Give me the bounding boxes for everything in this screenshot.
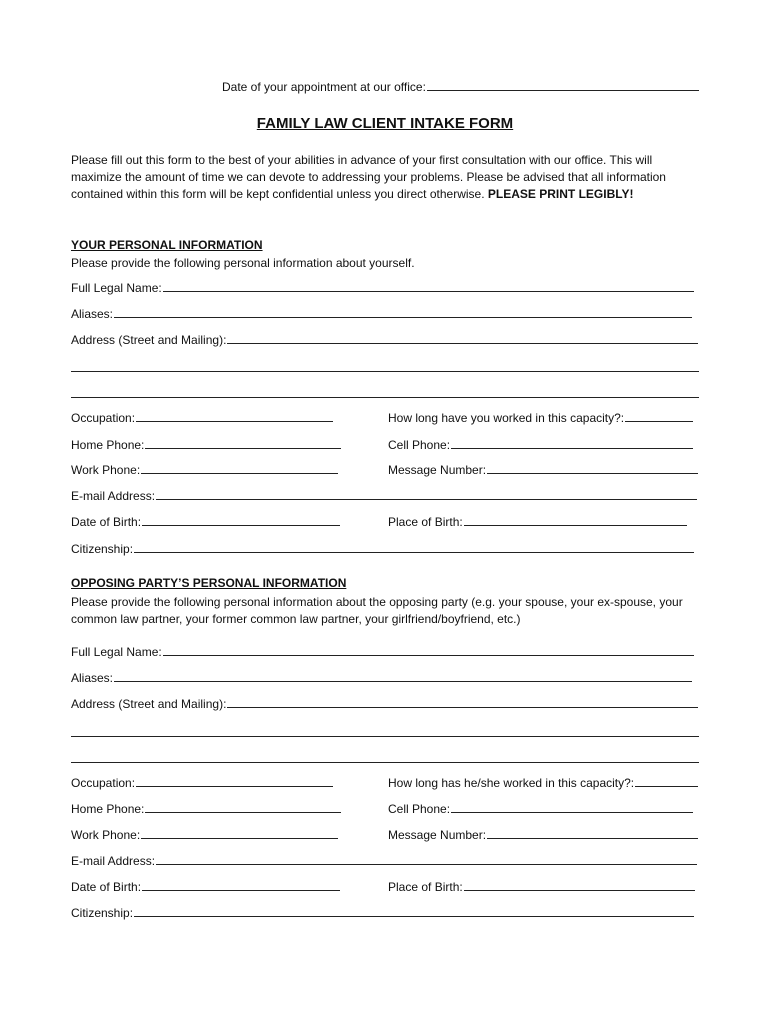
personal-dob-line[interactable] — [142, 524, 340, 526]
opposing-address-field[interactable] — [71, 697, 698, 711]
opposing-work-phone-field[interactable] — [71, 828, 338, 842]
personal-how-long-label: How long have you worked in this capacity?: — [388, 411, 625, 425]
personal-cell-phone-label: Cell Phone: — [388, 438, 451, 452]
appointment-date-line[interactable] — [427, 89, 699, 91]
personal-section-subtext: Please provide the following personal information about yourself. — [71, 256, 415, 270]
opposing-home-phone-field[interactable] — [71, 802, 341, 816]
opposing-email-field[interactable] — [71, 854, 697, 868]
personal-address-line[interactable] — [227, 342, 698, 344]
personal-address-line-3[interactable] — [71, 397, 699, 398]
personal-cell-phone-line[interactable] — [451, 447, 693, 449]
personal-citizenship-field[interactable] — [71, 542, 694, 556]
personal-pob-field[interactable] — [388, 515, 687, 529]
personal-email-line[interactable] — [156, 498, 697, 500]
opposing-cell-phone-line[interactable] — [451, 811, 693, 813]
personal-work-phone-line[interactable] — [141, 472, 338, 474]
opposing-occupation-label: Occupation: — [71, 776, 136, 790]
personal-message-number-line[interactable] — [487, 472, 698, 474]
personal-email-field[interactable] — [71, 489, 697, 503]
opposing-dob-label: Date of Birth: — [71, 880, 142, 894]
personal-home-phone-line[interactable] — [145, 447, 341, 449]
opposing-pob-label: Place of Birth: — [388, 880, 463, 894]
personal-address-line-2[interactable] — [71, 371, 699, 372]
opposing-message-number-label: Message Number: — [388, 828, 487, 842]
opposing-occupation-field[interactable] — [71, 776, 333, 790]
personal-dob-label: Date of Birth: — [71, 515, 142, 529]
opposing-cell-phone-label: Cell Phone: — [388, 802, 451, 816]
opposing-aliases-field[interactable] — [71, 671, 692, 685]
opposing-section-subtext: Please provide the following personal information about the opposing party (e.g. your spouse, your ex-spouse, your common law partner, your former common law partner, your girlfriend/boyfriend, etc.) — [71, 595, 683, 626]
opposing-home-phone-line[interactable] — [145, 811, 341, 813]
opposing-address-line-2[interactable] — [71, 736, 699, 737]
personal-pob-line[interactable] — [464, 524, 687, 526]
personal-how-long-field[interactable] — [388, 411, 693, 425]
opposing-aliases-label: Aliases: — [71, 671, 114, 685]
personal-work-phone-field[interactable] — [71, 463, 338, 477]
personal-occupation-label: Occupation: — [71, 411, 136, 425]
opposing-pob-line[interactable] — [464, 889, 695, 891]
personal-address-field[interactable] — [71, 333, 698, 347]
opposing-citizenship-line[interactable] — [134, 915, 694, 917]
opposing-dob-line[interactable] — [142, 889, 340, 891]
opposing-message-number-line[interactable] — [487, 837, 698, 839]
opposing-message-number-field[interactable] — [388, 828, 698, 842]
personal-occupation-line[interactable] — [136, 420, 333, 422]
personal-section-heading: YOUR PERSONAL INFORMATION — [71, 238, 263, 252]
opposing-aliases-line[interactable] — [114, 680, 692, 682]
personal-aliases-label: Aliases: — [71, 307, 114, 321]
personal-full-name-field[interactable] — [71, 281, 694, 295]
personal-home-phone-label: Home Phone: — [71, 438, 145, 452]
opposing-email-label: E-mail Address: — [71, 854, 156, 868]
personal-message-number-label: Message Number: — [388, 463, 487, 477]
form-title: FAMILY LAW CLIENT INTAKE FORM — [256, 115, 514, 132]
opposing-cell-phone-field[interactable] — [388, 802, 693, 816]
opposing-address-line[interactable] — [227, 706, 698, 708]
personal-citizenship-line[interactable] — [134, 551, 694, 553]
opposing-section-heading: OPPOSING PARTY’S PERSONAL INFORMATION — [71, 576, 347, 590]
personal-full-name-label: Full Legal Name: — [71, 281, 162, 295]
personal-aliases-field[interactable] — [71, 307, 692, 321]
opposing-email-line[interactable] — [156, 863, 697, 865]
personal-work-phone-label: Work Phone: — [71, 463, 141, 477]
personal-address-label: Address (Street and Mailing): — [71, 333, 227, 347]
personal-home-phone-field[interactable] — [71, 438, 341, 452]
personal-aliases-line[interactable] — [114, 316, 692, 318]
personal-full-name-line[interactable] — [163, 290, 694, 292]
opposing-how-long-field[interactable] — [388, 776, 698, 790]
intro-text: Please fill out this form to the best of your abilities in advance of your first consultation with our office. This will maximize the amount of time we can devote to addressing your problems. Please be advised that all information contained within this form will be kept confidential unless you direct otherwise. — [71, 153, 666, 201]
opposing-how-long-label: How long has he/she worked in this capacity?: — [388, 776, 635, 790]
appointment-date-label: Date of your appointment at our office: — [222, 80, 426, 94]
personal-citizenship-label: Citizenship: — [71, 542, 134, 556]
opposing-address-line-3[interactable] — [71, 762, 699, 763]
opposing-pob-field[interactable] — [388, 880, 695, 894]
personal-dob-field[interactable] — [71, 515, 340, 529]
intro-paragraph — [71, 152, 699, 203]
opposing-address-label: Address (Street and Mailing): — [71, 697, 227, 711]
opposing-full-name-field[interactable] — [71, 645, 694, 659]
opposing-home-phone-label: Home Phone: — [71, 802, 145, 816]
personal-occupation-field[interactable] — [71, 411, 333, 425]
personal-email-label: E-mail Address: — [71, 489, 156, 503]
personal-pob-label: Place of Birth: — [388, 515, 463, 529]
opposing-work-phone-label: Work Phone: — [71, 828, 141, 842]
opposing-dob-field[interactable] — [71, 880, 340, 894]
opposing-full-name-line[interactable] — [163, 654, 694, 656]
personal-how-long-line[interactable] — [625, 420, 693, 422]
opposing-occupation-line[interactable] — [136, 785, 333, 787]
personal-message-number-field[interactable] — [388, 463, 698, 477]
opposing-full-name-label: Full Legal Name: — [71, 645, 162, 659]
appointment-date-field[interactable] — [222, 80, 699, 94]
personal-cell-phone-field[interactable] — [388, 438, 693, 452]
opposing-citizenship-label: Citizenship: — [71, 906, 134, 920]
opposing-work-phone-line[interactable] — [141, 837, 338, 839]
opposing-how-long-line[interactable] — [635, 785, 698, 787]
intro-bold-note: PLEASE PRINT LEGIBLY! — [487, 187, 634, 201]
opposing-citizenship-field[interactable] — [71, 906, 694, 920]
